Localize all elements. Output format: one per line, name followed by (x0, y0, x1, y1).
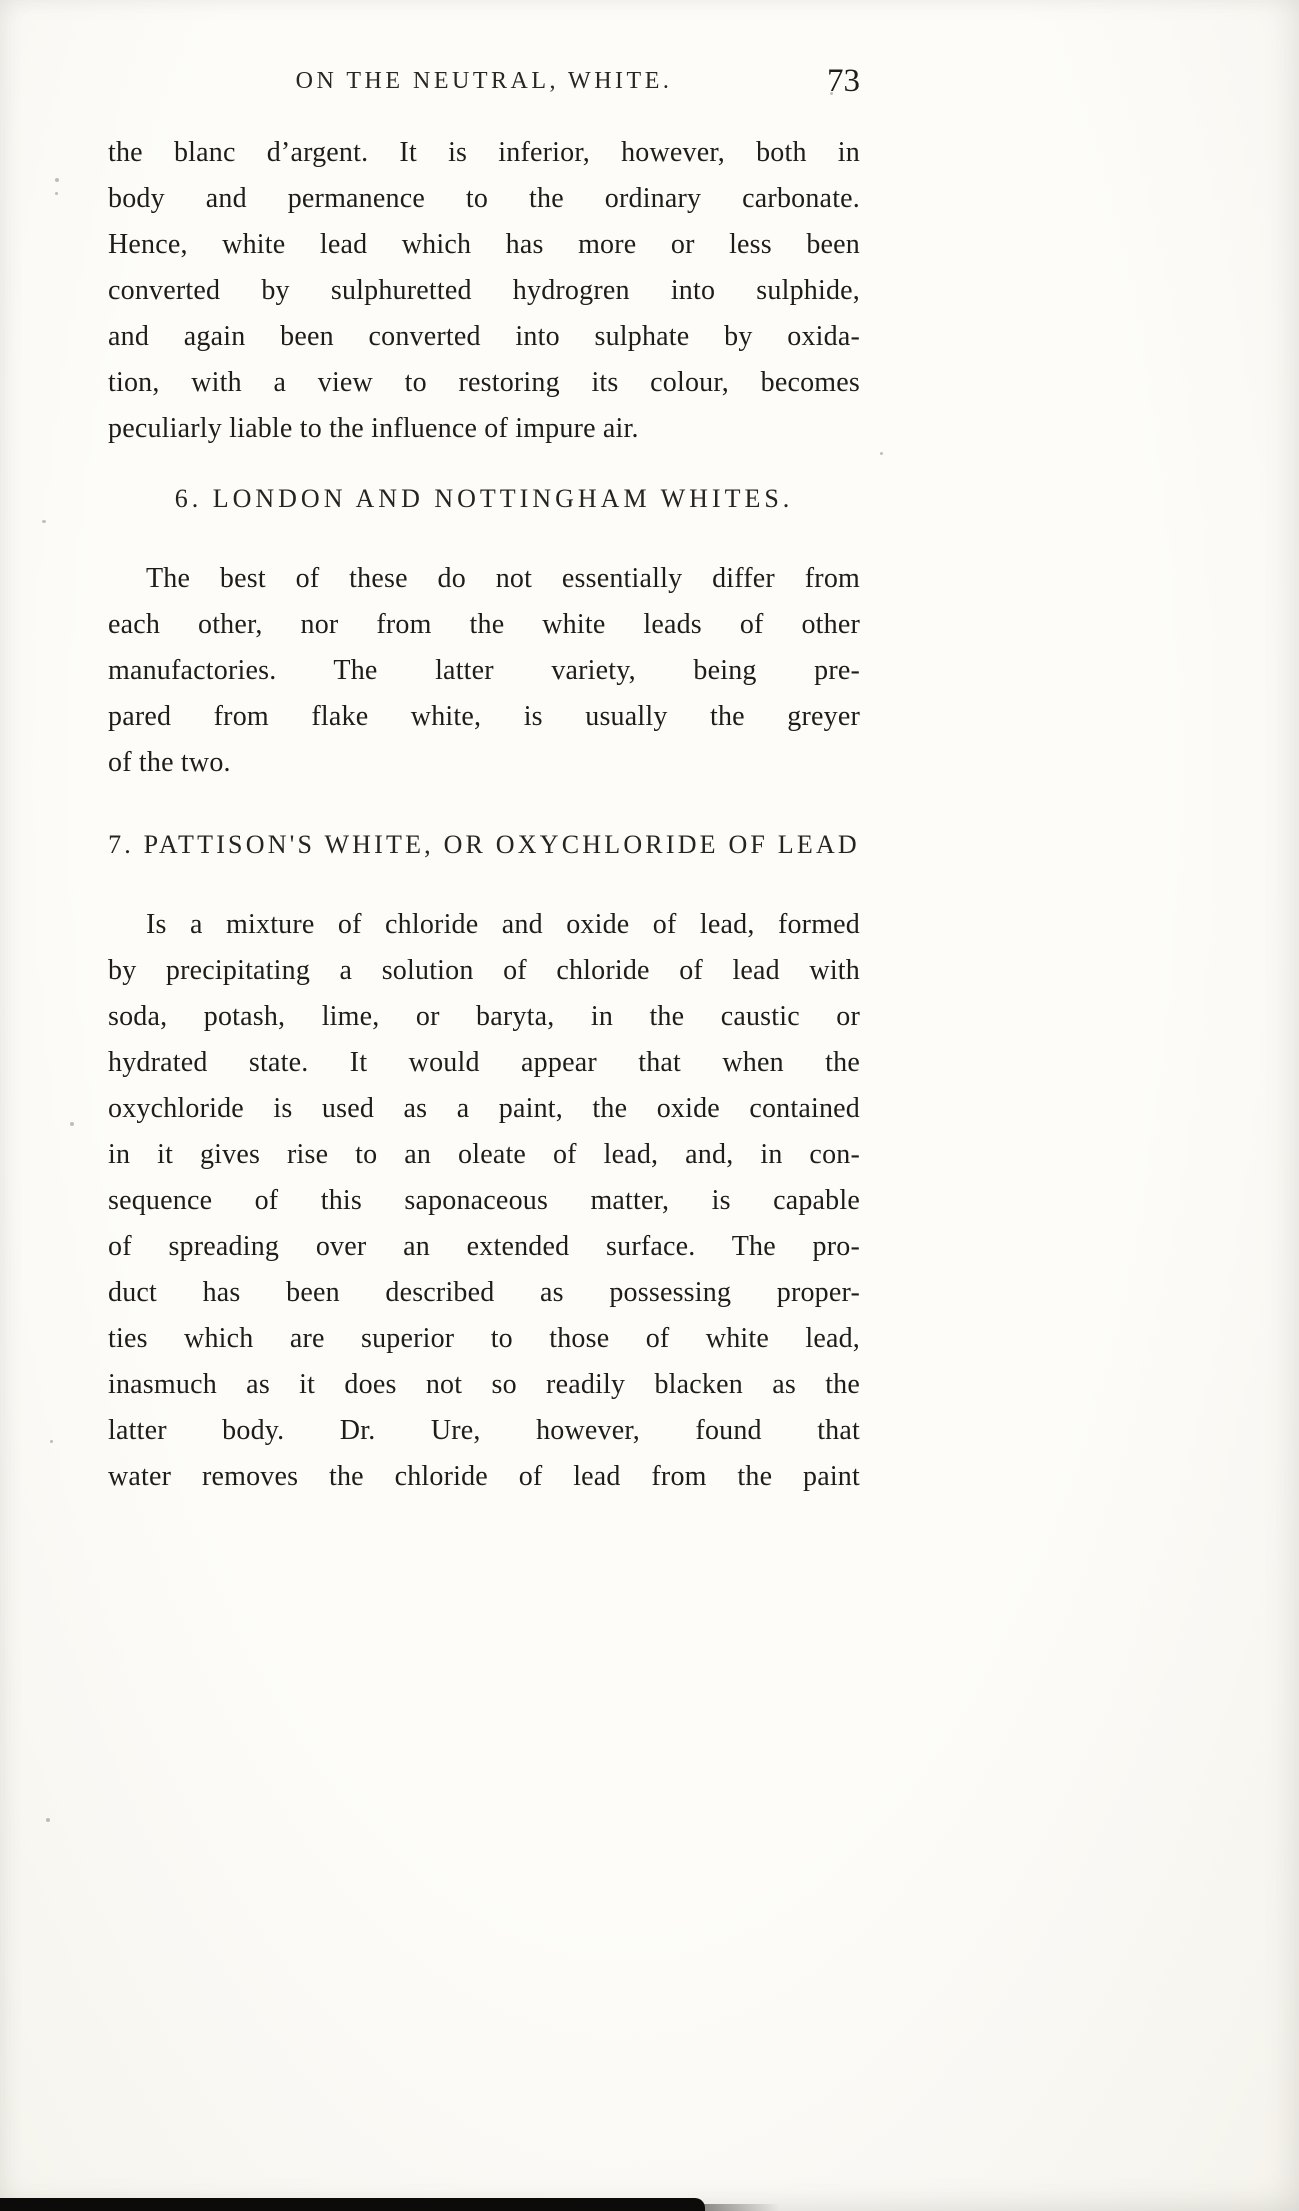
text-line: water removes the chloride of lead from the paint (108, 1461, 860, 1492)
scan-speckle (50, 1440, 53, 1443)
paragraph-pattisons-white (108, 902, 860, 1500)
text-line: the blanc d’argent. It is inferior, however, both in (108, 137, 860, 168)
text-line: tion, with a view to restoring its colour, becomes (108, 367, 860, 398)
text-line: by precipitating a solution of chloride of lead with (108, 955, 860, 986)
text-line: in it gives rise to an oleate of lead, and, in con- (108, 1139, 860, 1170)
text-line: and again been converted into sulphate by oxida- (108, 321, 860, 352)
section-heading-pattisons-white: 7. PATTISON'S WHITE, OR OXYCHLORIDE OF LEAD (108, 830, 860, 859)
text-line: pared from flake white, is usually the greyer (108, 701, 860, 732)
scan-speckle (55, 192, 58, 195)
text-line: The best of these do not essentially differ from (146, 563, 860, 594)
text-line: each other, nor from the white leads of other (108, 609, 860, 640)
text-line: oxychloride is used as a paint, the oxide contained (108, 1093, 860, 1124)
text-line: hydrated state. It would appear that when the (108, 1047, 860, 1078)
scan-speckle (46, 1818, 50, 1822)
scan-speckle (55, 178, 59, 182)
paragraph-london-nottingham (108, 556, 860, 786)
scan-edge-artifact (0, 2198, 705, 2211)
text-line: Hence, white lead which has more or less been (108, 229, 860, 260)
text-line: duct has been described as possessing proper- (108, 1277, 860, 1308)
text-line: ties which are superior to those of white lead, (108, 1323, 860, 1354)
scan-edge-artifact-fade (640, 2204, 780, 2211)
text-line: body and permanence to the ordinary carbonate. (108, 183, 860, 214)
text-line: sequence of this saponaceous matter, is capable (108, 1185, 860, 1216)
scan-speckle (70, 1122, 74, 1126)
text-column (108, 60, 860, 1500)
text-line: peculiarly liable to the influence of impure air. (108, 413, 639, 444)
section-heading-london-nottingham: 6. LONDON AND NOTTINGHAM WHITES. (174, 484, 794, 513)
scan-speckle (42, 520, 46, 523)
running-title: ON THE NEUTRAL, WHITE. (295, 68, 673, 94)
text-line: converted by sulphuretted hydrogren into sulphide, (108, 275, 860, 306)
page-number: 73 (827, 63, 860, 99)
text-line: of spreading over an extended surface. The pro- (108, 1231, 860, 1262)
paragraph-blanc-dargent (108, 130, 860, 452)
text-line: Is a mixture of chloride and oxide of lead, formed (146, 909, 860, 940)
text-line: inasmuch as it does not so readily blacken as the (108, 1369, 860, 1400)
text-line: latter body. Dr. Ure, however, found that (108, 1415, 860, 1446)
text-line: manufactories. The latter variety, being pre- (108, 655, 860, 686)
text-line: soda, potash, lime, or baryta, in the caustic or (108, 1001, 860, 1032)
text-line: of the two. (108, 747, 231, 778)
page-header (108, 60, 860, 102)
scan-speckle (880, 452, 883, 455)
